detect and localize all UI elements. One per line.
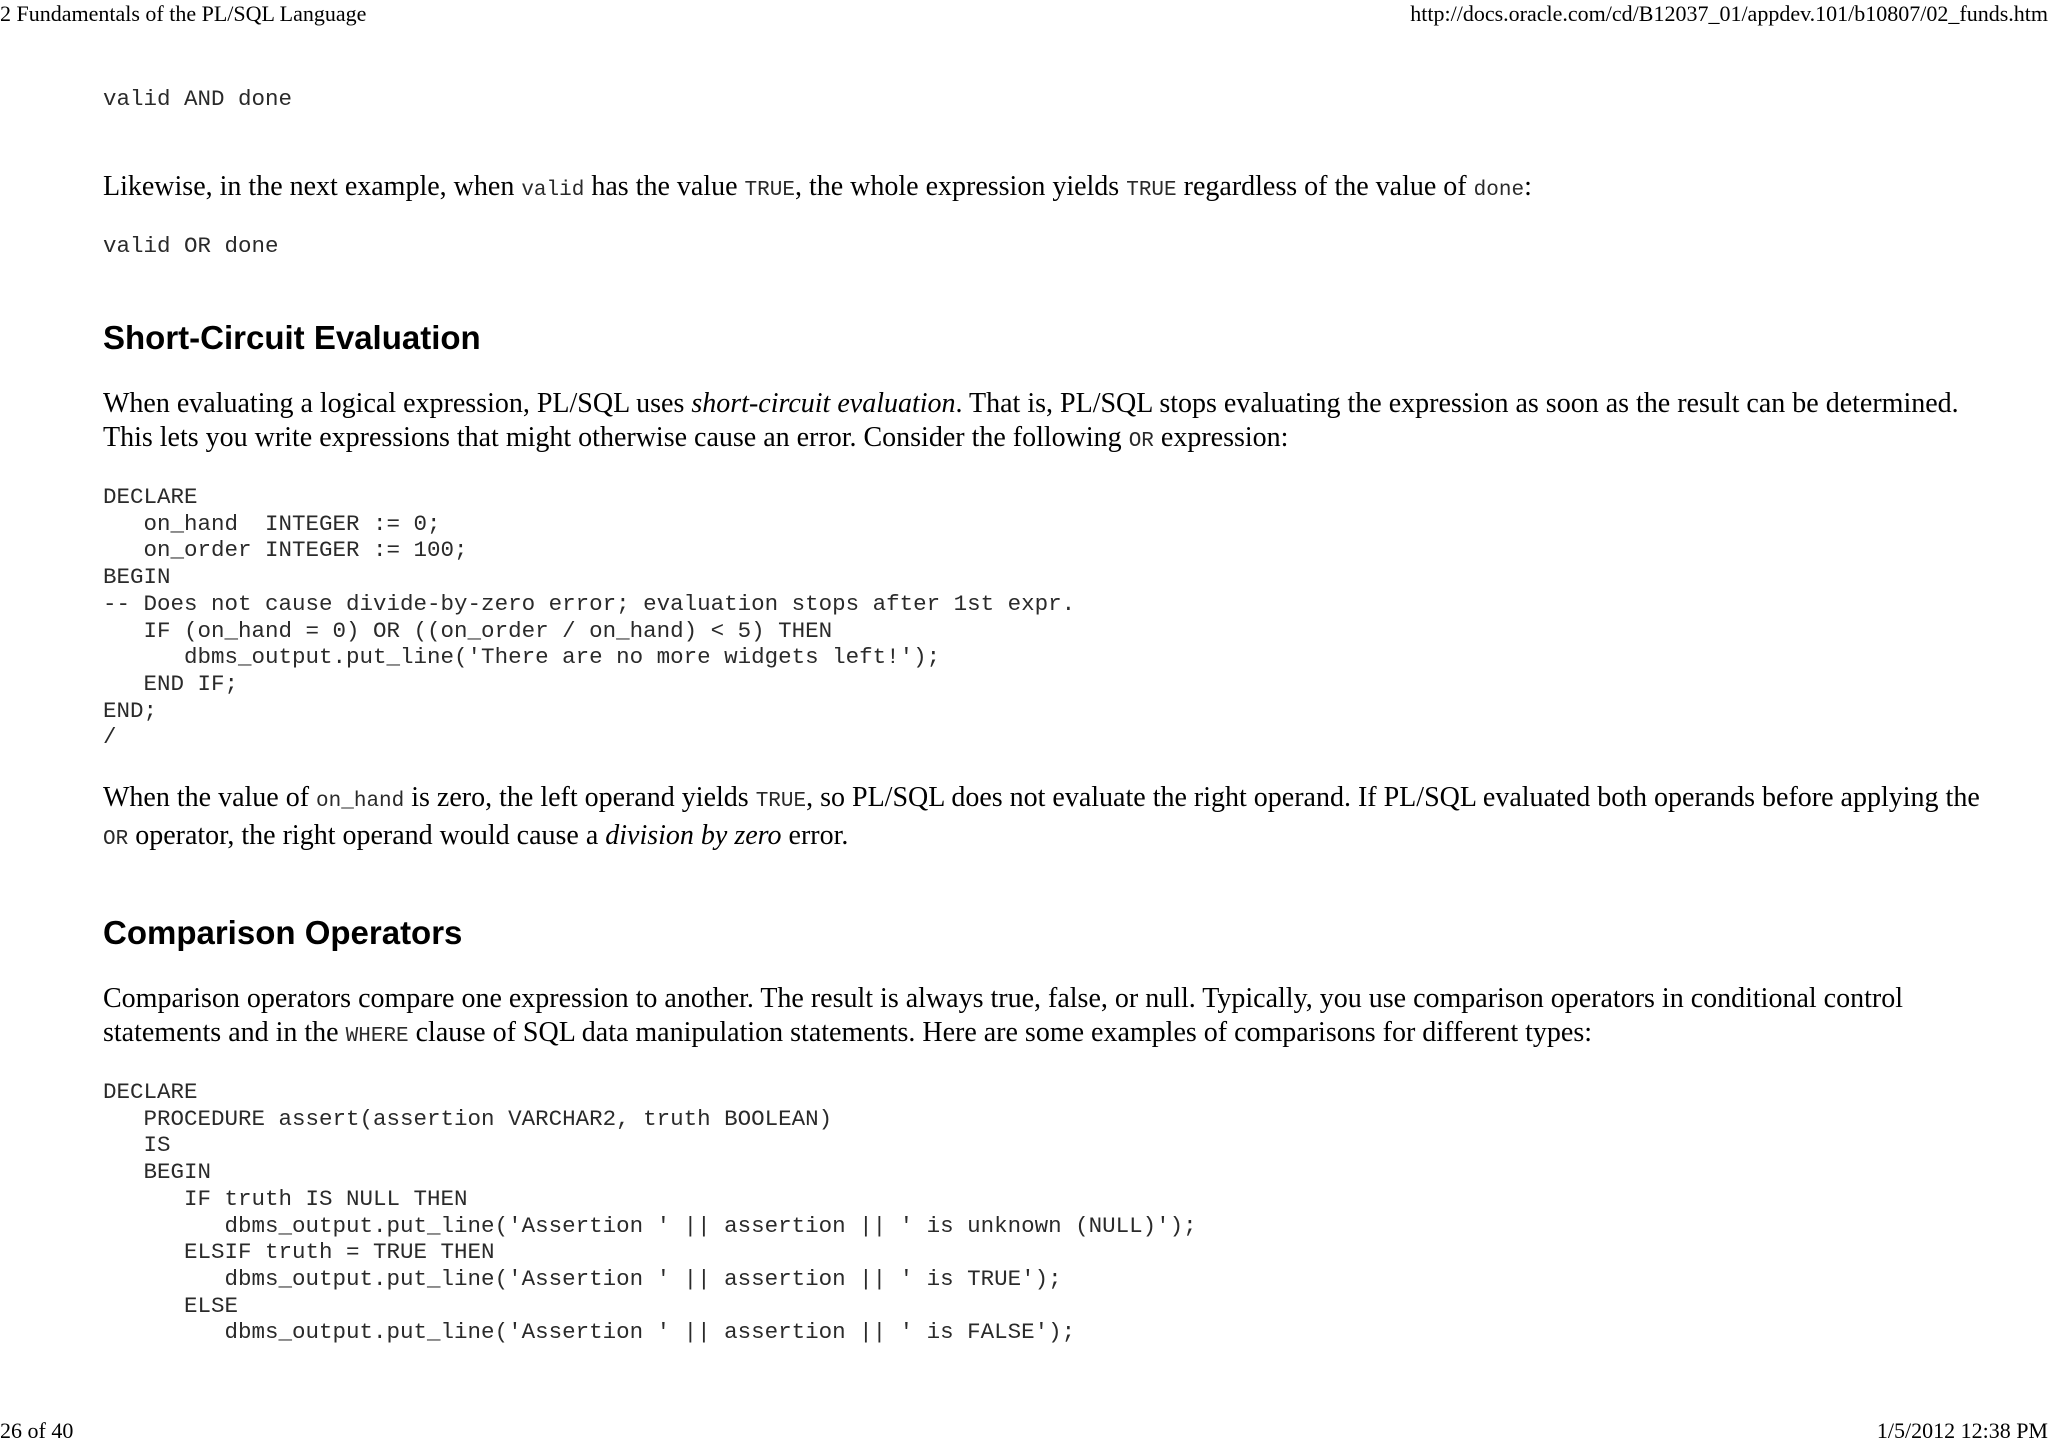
- inline-code: OR: [1128, 430, 1154, 453]
- inline-code: TRUE: [744, 179, 795, 202]
- paragraph-on-hand: When the value of on_hand is zero, the left operand yields TRUE, so PL/SQL does not evaluate the right operand. If PL/SQL evaluated both operands before applying the OR operator, the right operand would cause a division by zero error.: [103, 782, 1980, 851]
- inline-code: OR: [103, 828, 129, 851]
- print-footer-page: 26 of 40: [0, 1418, 74, 1443]
- code-block-or: valid OR done: [103, 233, 279, 259]
- inline-code: WHERE: [345, 1025, 409, 1048]
- print-header-url: http://docs.oracle.com/cd/B12037_01/appdev.101/b10807/02_funds.htm: [1410, 1, 2048, 26]
- section-heading-comparison: Comparison Operators: [103, 914, 463, 951]
- print-footer-datetime: 1/5/2012 12:38 PM: [1876, 1418, 2048, 1443]
- print-header-title: 2 Fundamentals of the PL/SQL Language: [0, 1, 367, 26]
- inline-code: valid: [521, 179, 585, 202]
- paragraph-short-circuit: When evaluating a logical expression, PL/SQL uses short-circuit evaluation. That is, PL/SQL stops evaluating the expression as soon as the result can be determined. This lets you write expressions that might otherwise cause an error. Consider the following OR expression:: [103, 388, 1959, 453]
- inline-code: done: [1473, 179, 1525, 202]
- inline-code: on_hand: [316, 790, 405, 813]
- code-block-and: valid AND done: [103, 86, 293, 112]
- code-block-comparison: DECLARE PROCEDURE assert(assertion VARCHAR2, truth BOOLEAN) IS BEGIN IF truth IS NULL THEN dbms_output.put_line('Assertion ' || assertion || ' is unknown (NULL)'); ELSIF truth = TRUE THEN dbms_output.put_line('Assertion ' || assertion || ' is TRUE'); ELSE dbms_output.put_line('Assertion ' || assertion || ' is FALSE');: [103, 1079, 1197, 1346]
- paragraph-comparison: Comparison operators compare one expression to another. The result is always true, false, or null. Typically, you use comparison operators in conditional control statements and in the WHERE clause of SQL data manipulation statements. Here are some examples of comparisons for different types:: [103, 983, 1903, 1048]
- code-block-short-circuit: DECLARE on_hand INTEGER := 0; on_order INTEGER := 100; BEGIN -- Does not cause divide-by-zero error; evaluation stops after 1st expr. IF (on_hand = 0) OR ((on_order / on_hand) < 5) THEN dbms_output.put_line('There are no more widgets left!'); END IF; END; /: [103, 484, 1076, 751]
- section-heading-short-circuit: Short-Circuit Evaluation: [103, 319, 481, 356]
- inline-code: TRUE: [1126, 179, 1177, 202]
- inline-code: TRUE: [755, 790, 807, 813]
- paragraph-or-example: Likewise, in the next example, when valid has the value TRUE, the whole expression yields TRUE regardless of the value of done:: [103, 171, 1532, 202]
